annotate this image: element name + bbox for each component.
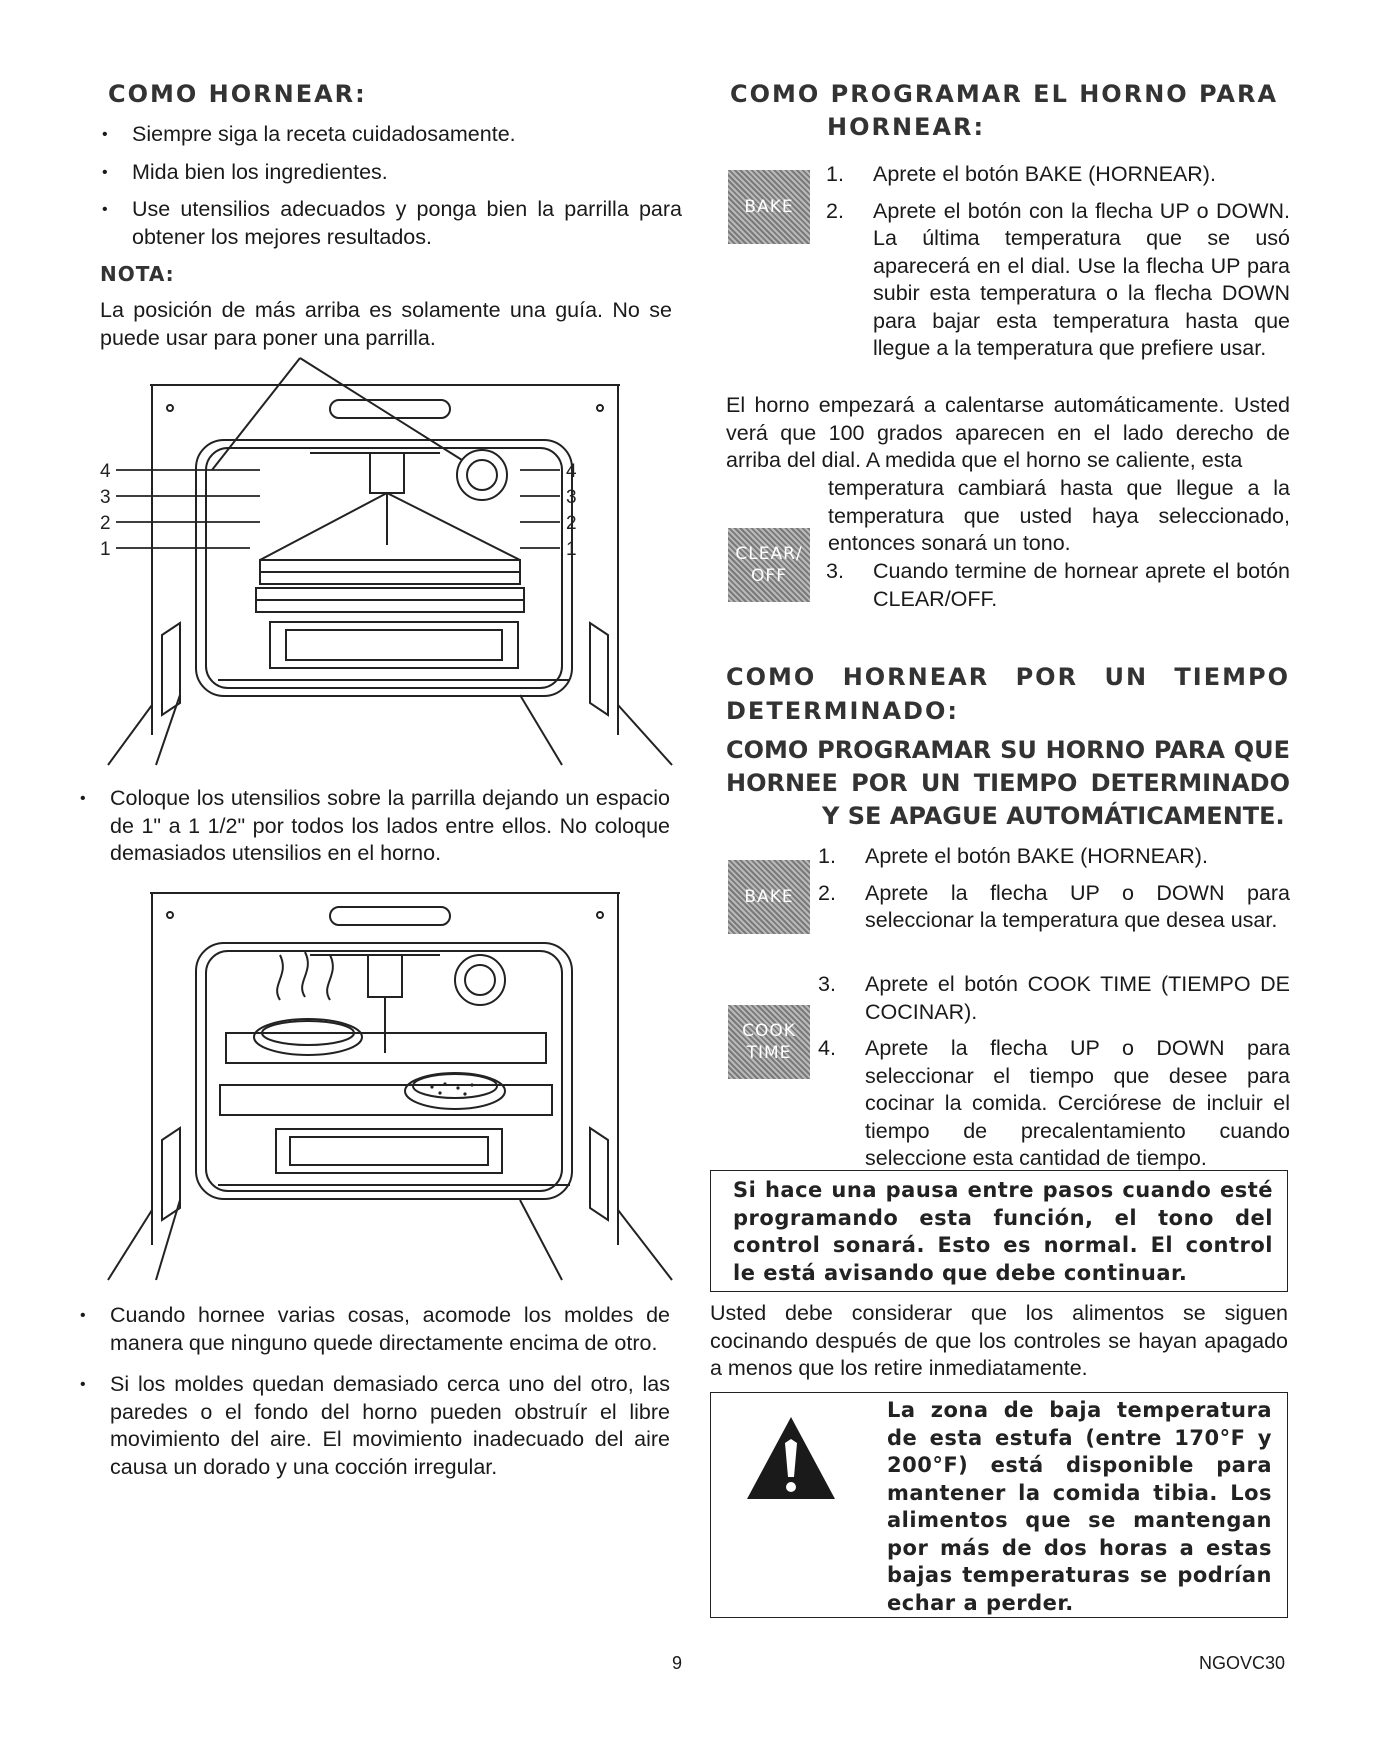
rack-label-1-right: 1: [566, 539, 577, 560]
utensils-list: [70, 785, 670, 868]
heading-programar-horno: COMO PROGRAMAR EL HORNO PARA: [730, 80, 1279, 108]
rack-label-2-right: 2: [566, 513, 577, 534]
rack-label-3-right: 3: [566, 487, 577, 508]
rack-label-3-left: 3: [100, 487, 111, 508]
warning-text: La zona de baja temperatura de esta estufa (entre 170°F y 200°F) está disponible para mantener la comida tibia. Los alimentos que se mantengan por más de dos horas a estas bajas temperaturas se podrían echar a perder.: [887, 1398, 1272, 1615]
clear-step: [826, 558, 1290, 613]
list-item: 1. Aprete el botón BAKE (HORNEAR).: [818, 844, 1208, 868]
heading-programar-apague-line3: Y SE APAGUE AUTOMÁTICAMENTE.: [822, 802, 1285, 830]
baking-tips-list: [70, 1302, 670, 1481]
bake-button-illustration-2: BAKE: [728, 860, 810, 934]
list-item: 2. Aprete el botón con la flecha UP o DOWN. La última temperatura que se usó aparecerá en el dial. Use la flecha UP para subir esta temperatura o la flecha DOWN para bajar esta temperatura hasta que llegue a la temperatura que prefiere usar.: [826, 198, 1290, 360]
oven-with-pies-diagram: [100, 885, 680, 1285]
list-item: 3. Aprete el botón COOK TIME (TIEMPO DE COCINAR).: [818, 972, 1290, 1024]
heading-programar-horno-line2: HORNEAR:: [827, 113, 986, 141]
page-number: 9: [672, 1653, 683, 1673]
residual-cooking-paragraph: Usted debe considerar que los alimentos se siguen cocinando después de que los controles se hayan apagado a menos que los retire inmediatamente.: [710, 1301, 1288, 1380]
warning-triangle-icon: [745, 1415, 837, 1501]
rack-label-2-left: 2: [100, 513, 111, 534]
nota-label: NOTA:: [100, 262, 175, 286]
pause-note-text: Si hace una pausa entre pasos cuando esté programando esta función, el tono del control sonará. Esto es normal. El control le está avisando que debe continuar.: [733, 1178, 1273, 1285]
low-temp-warning-box: [710, 1392, 1288, 1618]
heading-programar-apague-line2: HORNEE POR UN TIEMPO DETERMINADO: [726, 769, 1290, 797]
heading-tiempo-determinado-line2: DETERMINADO:: [726, 697, 959, 725]
nota-text: La posición de más arriba es solamente una guía. No se puede usar para poner una parrilla.: [100, 298, 672, 350]
preheat-paragraph-end: temperatura cambiará hasta que llegue a la temperatura que usted haya seleccionado, entonces sonará un tono.: [828, 476, 1290, 555]
list-item: 3. Cuando termine de hornear aprete el botón CLEAR/OFF.: [826, 559, 1290, 611]
list-item: • Use utensilios adecuados y ponga bien la parrilla para obtener los mejores resultados.: [92, 196, 682, 251]
rack-label-1-left: 1: [100, 539, 111, 560]
list-item: • Coloque los utensilios sobre la parrilla dejando un espacio de 1" a 1 1/2" por todos los lados entre ellos. No coloque demasiados utensilios en el horno.: [70, 785, 670, 868]
document-code: NGOVC30: [1199, 1653, 1286, 1673]
heading-programar-apague: COMO PROGRAMAR SU HORNO PARA QUE: [726, 736, 1290, 764]
list-item: • Siempre siga la receta cuidadosamente.: [92, 121, 682, 149]
heading-como-hornear: COMO HORNEAR:: [108, 80, 367, 108]
list-item: 2. Aprete la flecha UP o DOWN para seleccionar la temperatura que desea usar.: [818, 880, 1290, 932]
list-item: 4. Aprete la flecha UP o DOWN para seleccionar el tiempo que desee para cocinar la comida. Cerciórese de incluir el tiempo de precalentamiento cuando seleccione esta cantidad de tiempo.: [818, 1036, 1290, 1170]
tips-list: [92, 121, 682, 251]
preheat-paragraph-start: El horno empezará a calentarse automáticamente. Usted verá que 100 grados aparecen en el lado derecho de arriba del dial. A medida que el horno se caliente, esta: [726, 393, 1290, 472]
rack-label-4-left: 4: [100, 461, 111, 482]
bake-steps: [826, 161, 1290, 363]
list-item: 1. Aprete el botón BAKE (HORNEAR).: [826, 162, 1216, 186]
list-item: • Cuando hornee varias cosas, acomode los moldes de manera que ninguno quede directamente encima de otro.: [70, 1302, 670, 1357]
bake-button-illustration: BAKE: [728, 170, 810, 244]
cook-time-button-illustration: COOK TIME: [728, 1005, 810, 1079]
timed-bake-steps-a: [818, 843, 1290, 935]
timed-bake-steps-b: [818, 971, 1290, 1173]
list-item: • Si los moldes quedan demasiado cerca uno del otro, las paredes o el fondo del horno pueden obstruír el libre movimiento del aire. El movimiento inadecuado del aire causa un dorado y una cocción irregular.: [70, 1371, 670, 1481]
pause-note-box: [710, 1170, 1288, 1292]
rack-label-4-right: 4: [566, 461, 577, 482]
oven-rack-positions-diagram: [100, 350, 680, 770]
clear-off-button-illustration: CLEAR/ OFF: [728, 528, 810, 602]
heading-tiempo-determinado: COMO HORNEAR POR UN TIEMPO: [726, 663, 1290, 691]
list-item: • Mida bien los ingredientes.: [92, 159, 682, 187]
